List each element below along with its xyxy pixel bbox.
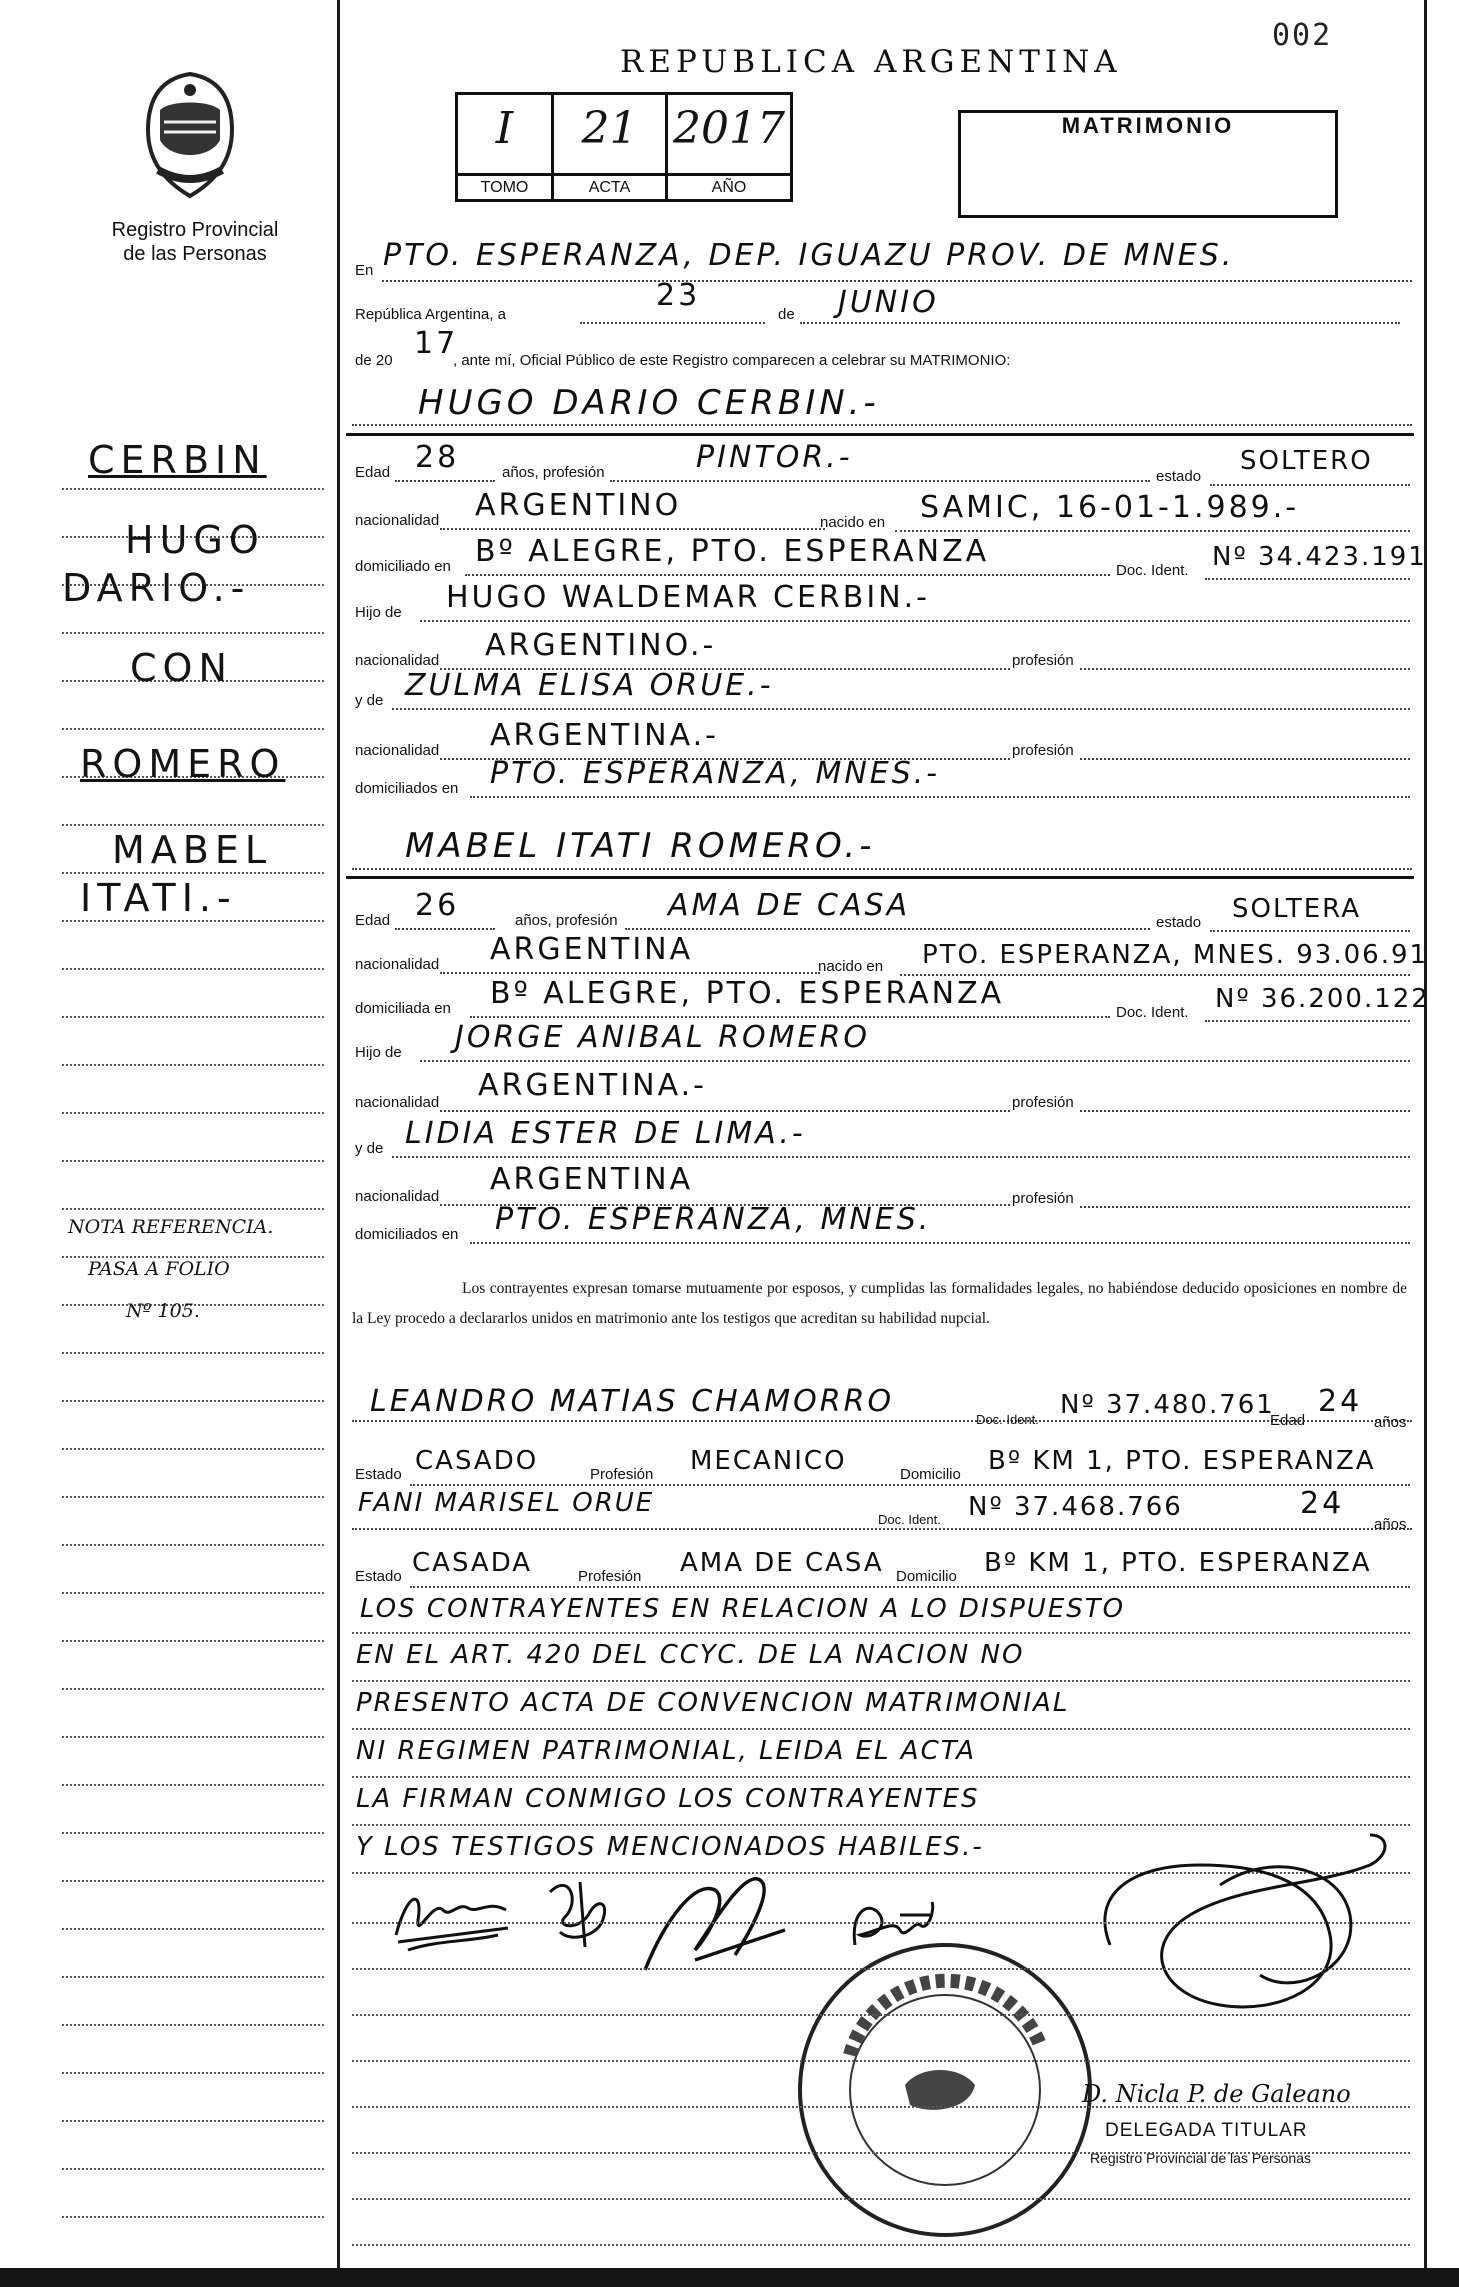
- note-line-4: LA FIRMAN CONMIGO LOS CONTRAYENTES: [356, 1784, 980, 1814]
- ruled-line: [352, 1728, 1410, 1730]
- witness-2-state-label: Estado: [355, 1568, 402, 1585]
- note-line-1: EN EL ART. 420 DEL CCYC. DE LA NACION NO: [356, 1640, 1025, 1670]
- margin-name-5: MABEL: [112, 828, 273, 872]
- margin-name-6: ITATI.-: [80, 876, 237, 920]
- day-value: 23: [656, 278, 701, 313]
- bride-mother-label: y de: [355, 1140, 384, 1157]
- tomo-value: I: [495, 103, 514, 154]
- ruled-line: [62, 1928, 324, 1930]
- left-margin-rule: [337, 0, 340, 2270]
- ruled-line: [62, 2072, 324, 2074]
- witness-2-domicile: Bº KM 1, PTO. ESPERANZA: [984, 1548, 1372, 1578]
- declaration-text: Los contrayentes expresan tomarse mutuamente por esposos, y cumplidas las formalidades legales, no habiéndose deducido oposiciones en nombre de la Ley procedo a declararlos unidos en matrimonio ante los testigos que acreditan su habilidad nupcial.: [352, 1280, 1407, 1327]
- bride-full-name: MABEL ITATI ROMERO.-: [405, 826, 876, 866]
- ruled-line: [352, 2198, 1410, 2200]
- ruled-line: [352, 2244, 1410, 2246]
- witness-2-dom-label: Domicilio: [896, 1568, 957, 1585]
- witness-1-prof-label: Profesión: [590, 1466, 654, 1483]
- note-line-2: PRESENTO ACTA DE CONVENCION MATRIMONIAL: [356, 1688, 1070, 1718]
- registry-line-1: Registro Provincial: [111, 219, 279, 241]
- groom-father-label: Hijo de: [355, 604, 402, 621]
- ruled-line: [62, 1544, 324, 1546]
- margin-name-2: DARIO.-: [62, 566, 251, 610]
- ruled-line: [62, 632, 324, 634]
- ruled-line: [62, 1016, 324, 1018]
- groom-doc: Nº 34.423.191: [1212, 542, 1427, 572]
- right-margin-rule: [1424, 0, 1427, 2270]
- month-value: JUNIO: [838, 285, 939, 320]
- month-label: de: [778, 306, 795, 323]
- bride-mother-nationality: ARGENTINA: [490, 1162, 694, 1197]
- witness-2-state: CASADA: [412, 1548, 533, 1578]
- groom-father-nat-label: nacionalidad: [355, 652, 440, 669]
- bride-doc-label: Doc. Ident.: [1116, 1004, 1189, 1021]
- official-org: Registro Provincial de las Personas: [1090, 2150, 1311, 2166]
- ruled-line: [62, 1592, 324, 1594]
- ruled-line: [62, 2168, 324, 2170]
- year-value: 17: [414, 326, 459, 361]
- witness-1-domicile: Bº KM 1, PTO. ESPERANZA: [988, 1446, 1376, 1476]
- signature-bride: [540, 1872, 620, 1957]
- acta-value: 21: [581, 103, 638, 154]
- ruled-line: [62, 1832, 324, 1834]
- groom-mother-prof-label: profesión: [1012, 742, 1074, 759]
- ruled-line: [352, 1680, 1410, 1682]
- groom-father-prof-label: profesión: [1012, 652, 1074, 669]
- place-label: En: [355, 262, 374, 279]
- groom-mother-nationality: ARGENTINA.-: [490, 718, 719, 753]
- bride-nationality: ARGENTINA: [490, 932, 694, 967]
- witness-2-name: FANI MARISEL ORUE: [358, 1488, 655, 1518]
- ruled-line: [62, 488, 324, 490]
- tomo-label: TOMO: [458, 173, 551, 199]
- margin-note-2: Nº 105.: [126, 1300, 200, 1322]
- ruled-line: [62, 1688, 324, 1690]
- margin-name-1: HUGO: [125, 518, 265, 562]
- ruled-line: [62, 1208, 324, 1210]
- registry-name: [60, 218, 330, 266]
- witness-1-age: 24: [1318, 1384, 1363, 1419]
- ruled-line: [62, 920, 324, 922]
- ruled-line: [62, 728, 324, 730]
- witness-2-profession: AMA DE CASA: [680, 1548, 884, 1578]
- registry-line-2: de las Personas: [123, 243, 267, 265]
- ruled-line: [62, 1160, 324, 1162]
- ruled-line: [62, 968, 324, 970]
- statement: , ante mí, Oficial Público de este Registro comparecen a celebrar su MATRIMONIO:: [453, 352, 1011, 369]
- ruled-line: [62, 1112, 324, 1114]
- ruled-line: [62, 1448, 324, 1450]
- bride-father: JORGE ANIBAL ROMERO: [455, 1020, 870, 1055]
- groom-nationality-label: nacionalidad: [355, 512, 440, 529]
- groom-profession: PINTOR.-: [696, 440, 853, 475]
- tomo-cell: [458, 95, 554, 199]
- folio-number: 002: [1272, 18, 1333, 53]
- groom-years-label: años, profesión: [502, 464, 605, 481]
- groom-nationality: ARGENTINO: [475, 488, 682, 523]
- witness-2-years-label: años: [1374, 1516, 1407, 1533]
- groom-born-label: nacido en: [820, 514, 886, 531]
- groom-parents-domicile: PTO. ESPERANZA, MNES.-: [490, 756, 941, 791]
- scan-bottom-edge: [0, 2268, 1459, 2287]
- acta-label: ACTA: [554, 173, 665, 199]
- anio-label: AÑO: [668, 173, 790, 199]
- ruled-line: [62, 1784, 324, 1786]
- groom-mother-nat-label: nacionalidad: [355, 742, 440, 759]
- ruled-line: [352, 1776, 1410, 1778]
- ruled-line: [352, 2106, 1410, 2108]
- bride-doc: Nº 36.200.122: [1215, 984, 1430, 1014]
- groom-full-name: HUGO DARIO CERBIN.-: [418, 383, 880, 423]
- witness-1-age-label: Edad: [1270, 1412, 1306, 1429]
- note-line-5: Y LOS TESTIGOS MENCIONADOS HABILES.-: [356, 1832, 984, 1862]
- signature-official: [1070, 1825, 1400, 2025]
- witness-1-dom-label: Domicilio: [900, 1466, 961, 1483]
- bride-parents-domicile: PTO. ESPERANZA, MNES.: [495, 1202, 932, 1237]
- groom-father-nationality: ARGENTINO.-: [485, 628, 717, 663]
- ruled-line: [62, 1880, 324, 1882]
- ruled-line: [62, 872, 324, 874]
- groom-domicile-label: domiciliado en: [355, 558, 451, 575]
- country-title: REPUBLICA ARGENTINA: [620, 44, 1122, 80]
- bride-domicile: Bº ALEGRE, PTO. ESPERANZA: [490, 976, 1005, 1011]
- note-line-0: LOS CONTRAYENTES EN RELACION A LO DISPUESTO: [360, 1594, 1126, 1624]
- ruled-line: [352, 1632, 1410, 1634]
- place-value: PTO. ESPERANZA, DEP. IGUAZU PROV. DE MNES.: [383, 238, 1235, 273]
- margin-note-1: PASA A FOLIO: [88, 1258, 230, 1280]
- bride-status-label: estado: [1156, 914, 1202, 931]
- groom-doc-label: Doc. Ident.: [1116, 562, 1189, 579]
- ruled-line: [62, 1976, 324, 1978]
- witness-1-state-label: Estado: [355, 1466, 402, 1483]
- official-name: D. Nicla P. de Galeano: [1082, 2080, 1351, 2108]
- ruled-line: [352, 2014, 1410, 2016]
- groom-status-label: estado: [1156, 468, 1202, 485]
- groom-domicile: Bº ALEGRE, PTO. ESPERANZA: [475, 534, 990, 569]
- ruled-line: [352, 2152, 1410, 2154]
- ruled-line: [62, 2120, 324, 2122]
- provincial-seal-icon: [140, 70, 240, 200]
- bride-born: PTO. ESPERANZA, MNES. 93.06.91: [922, 940, 1429, 970]
- witness-1-state: CASADO: [415, 1446, 539, 1476]
- country-label: República Argentina, a: [355, 306, 506, 323]
- bride-mother-prof-label: profesión: [1012, 1190, 1074, 1207]
- bride-born-label: nacido en: [818, 958, 884, 975]
- groom-parents-dom-label: domiciliados en: [355, 780, 459, 797]
- margin-name-3: CON: [130, 646, 233, 690]
- witness-1-years-label: años: [1374, 1414, 1407, 1431]
- ruled-line: [352, 1922, 1410, 1924]
- groom-age: 28: [415, 440, 460, 475]
- bride-father-label: Hijo de: [355, 1044, 402, 1061]
- bride-father-nat-label: nacionalidad: [355, 1094, 440, 1111]
- bride-profession: AMA DE CASA: [668, 888, 911, 923]
- ruled-line: [62, 1736, 324, 1738]
- ruled-line: [62, 1352, 324, 1354]
- anio-cell: [668, 95, 790, 199]
- margin-name-0: CERBIN: [88, 438, 267, 482]
- act-type-box: MATRIMONIO: [958, 110, 1338, 218]
- ruled-line: [62, 824, 324, 826]
- signature-groom: [388, 1880, 518, 1955]
- witness-2-age: 24: [1300, 1486, 1345, 1521]
- witness-1-doc-label: Doc. Ident.: [976, 1412, 1039, 1427]
- groom-mother-label: y de: [355, 692, 384, 709]
- note-line-3: NI REGIMEN PATRIMONIAL, LEIDA EL ACTA: [356, 1736, 977, 1766]
- margin-note-0: NOTA REFERENCIA.: [68, 1216, 274, 1238]
- witness-1-name: LEANDRO MATIAS CHAMORRO: [370, 1384, 895, 1419]
- ruled-line: [62, 1496, 324, 1498]
- groom-born: SAMIC, 16-01-1.989.-: [920, 490, 1300, 525]
- groom-father: HUGO WALDEMAR CERBIN.-: [446, 580, 930, 615]
- ruled-line: [352, 1968, 1410, 1970]
- groom-age-label: Edad: [355, 464, 391, 481]
- bride-years-label: años, profesión: [515, 912, 618, 929]
- bride-father-nationality: ARGENTINA.-: [478, 1068, 707, 1103]
- bride-domicile-label: domiciliada en: [355, 1000, 451, 1017]
- anio-value: 2017: [673, 103, 785, 154]
- groom-status: SOLTERO: [1240, 446, 1373, 476]
- bride-age: 26: [415, 888, 460, 923]
- bride-parents-dom-label: domiciliados en: [355, 1226, 459, 1243]
- witness-2-doc: Nº 37.468.766: [968, 1492, 1183, 1522]
- ruled-line: [62, 2024, 324, 2026]
- ruled-line: [62, 2216, 324, 2218]
- witness-1-doc: Nº 37.480.761: [1060, 1390, 1275, 1420]
- acta-cell: [554, 95, 668, 199]
- bride-age-label: Edad: [355, 912, 391, 929]
- witness-2-prof-label: Profesión: [578, 1568, 642, 1585]
- margin-name-4: ROMERO: [80, 742, 286, 786]
- bride-status: SOLTERA: [1232, 894, 1361, 924]
- bride-father-prof-label: profesión: [1012, 1094, 1074, 1111]
- year-label: de 20: [355, 352, 393, 369]
- ruled-line: [62, 1400, 324, 1402]
- ruled-line: [62, 1064, 324, 1066]
- signature-witness-1: [635, 1860, 795, 1980]
- official-title: DELEGADA TITULAR: [1105, 2120, 1308, 2141]
- tomo-acta-anio-box: [455, 92, 793, 202]
- ruled-line: [62, 1640, 324, 1642]
- bride-mother: LIDIA ESTER DE LIMA.-: [405, 1116, 806, 1151]
- witness-1-profession: MECANICO: [690, 1446, 847, 1476]
- bride-mother-nat-label: nacionalidad: [355, 1188, 440, 1205]
- witness-2-doc-label: Doc. Ident.: [878, 1512, 941, 1527]
- groom-mother: ZULMA ELISA ORUE.-: [405, 668, 774, 703]
- bride-nationality-label: nacionalidad: [355, 956, 440, 973]
- ruled-line: [352, 2060, 1410, 2062]
